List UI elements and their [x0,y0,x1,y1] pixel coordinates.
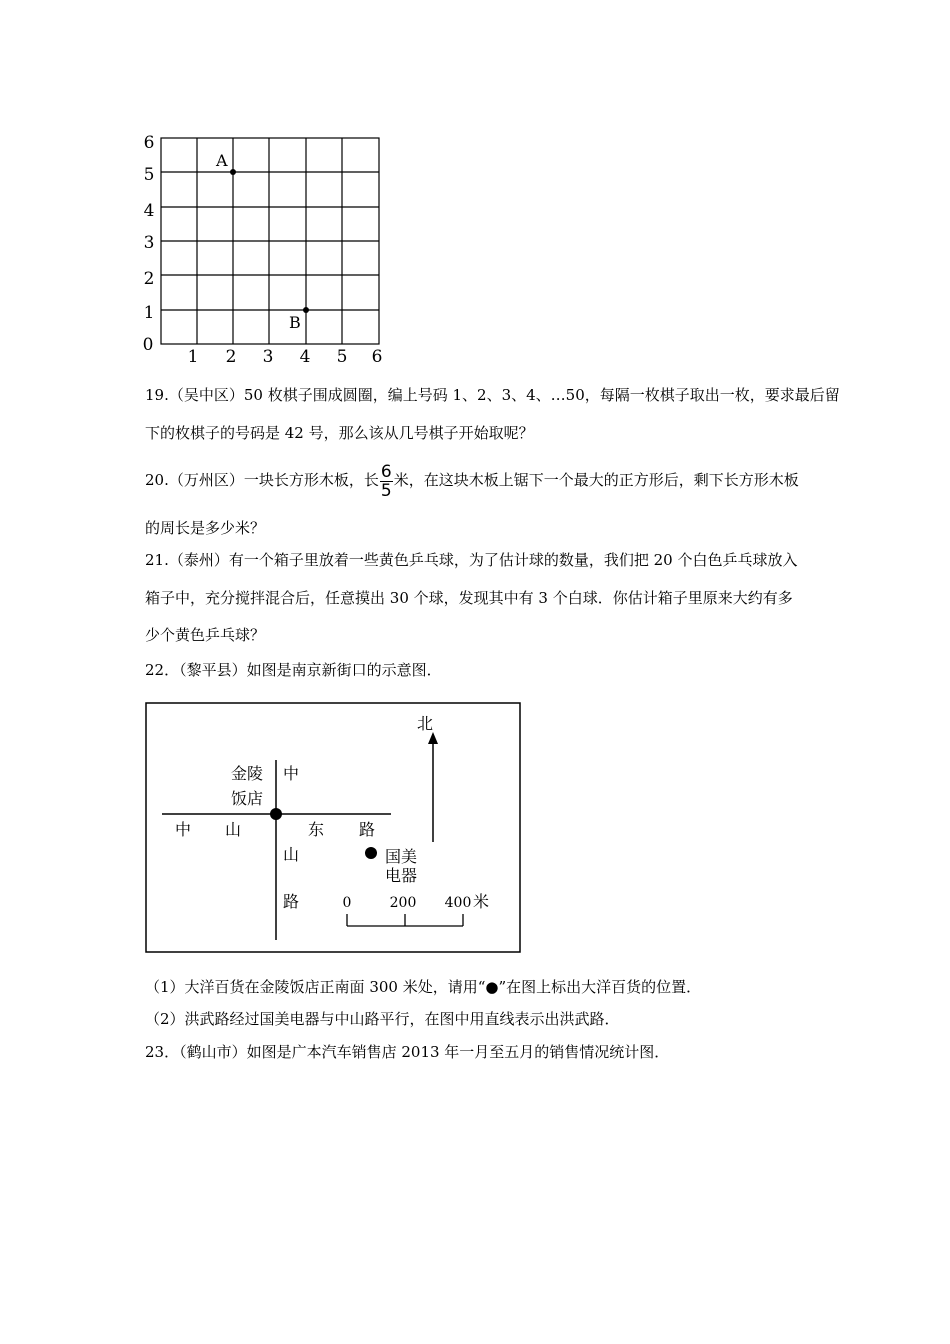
x-label: 3 [262,347,274,367]
fraction-numerator: 6 [380,461,392,482]
y-axis-labels [143,133,155,355]
x-label: 5 [336,347,348,367]
y-label: 0 [142,335,154,355]
y-label: 6 [143,133,155,153]
scale-bar [347,914,463,926]
question-20-suffix: 米，在这块木板上锯下一个最大的正方形后，剩下长方形木板 [393,471,799,489]
question-19-line-2: 下的枚棋子的号码是 42 号，那么该从几号棋子开始取呢？ [145,424,534,442]
scale-tick-label: 400 [444,895,472,911]
road-vertical-char: 山 [283,845,300,864]
grid-lines [161,138,379,344]
question-21-line-1: 21.（泰州）有一个箱子里放着一些黄色乒乓球，为了估计球的数量，我们把 20 个白色乒乓球放入 [145,551,798,569]
road-horizontal-char: 山 [225,820,242,839]
question-23-title: 23．（鹤山市）如图是广本汽车销售店 2013 年一月至五月的销售情况统计图． [145,1043,670,1061]
hotel-label-line-2: 饭店 [231,789,264,808]
store-label-line-2: 电器 [385,866,418,885]
y-label: 5 [143,165,155,185]
question-22-title: 22．（黎平县）如图是南京新街口的示意图． [145,661,442,679]
point-a-dot [230,169,236,175]
question-22-sub-1: （1）大洋百货在金陵饭店正南面 300 米处，请用“●”在图上标出大洋百货的位置． [145,978,702,996]
question-19-line-1: 19.（吴中区）50 枚棋子围成圆圈，编上号码 1、2、3、4、…50，每隔一枚棋子取出一枚，要求最后留 [145,386,840,404]
x-label: 6 [371,347,383,367]
hotel-label-line-1: 金陵 [231,764,264,783]
gome-store-dot [365,847,377,859]
scale-unit: 米 [473,892,490,911]
question-22-sub-2: （2）洪武路经过国美电器与中山路平行，在图中用直线表示出洪武路． [145,1010,620,1028]
question-20-line-1 [145,460,799,500]
scale-tick-label: 0 [342,895,352,911]
coordinate-grid-figure [130,128,390,368]
y-label: 4 [143,201,155,221]
question-20-line-2: 的周长是多少米？ [145,519,266,537]
fraction-denominator: 5 [380,480,392,501]
y-label: 3 [143,233,155,253]
north-label: 北 [417,714,434,733]
question-21-line-2: 箱子中，充分搅拌混合后，任意摸出 30 个球，发现其中有 3 个白球．你估计箱子里原来大约有多 [145,589,793,607]
road-vertical-top-char: 中 [283,764,300,783]
jinling-hotel-dot [270,808,282,820]
fraction-six-fifths [380,463,393,500]
point-b-dot [303,307,309,313]
x-axis-labels [188,347,383,367]
x-label: 2 [225,347,237,367]
map-frame [146,703,520,952]
question-21-line-3: 少个黄色乒乓球？ [145,626,266,644]
store-label-line-1: 国美 [385,847,418,866]
question-20-prefix: 20.（万州区）一块长方形木板，长 [145,471,379,489]
point-a-label: A [216,151,228,170]
x-label: 1 [187,347,199,367]
point-b-label: B [289,313,301,332]
road-horizontal-char: 路 [359,820,376,839]
x-label: 4 [299,347,311,367]
north-arrow-head [428,732,438,744]
road-horizontal-char: 东 [308,820,325,839]
scale-tick-label: 200 [389,895,417,911]
road-horizontal-char: 中 [175,820,192,839]
y-label: 2 [143,269,155,289]
street-map-figure [145,702,523,954]
road-vertical-char: 路 [283,892,300,911]
y-label: 1 [143,303,155,323]
